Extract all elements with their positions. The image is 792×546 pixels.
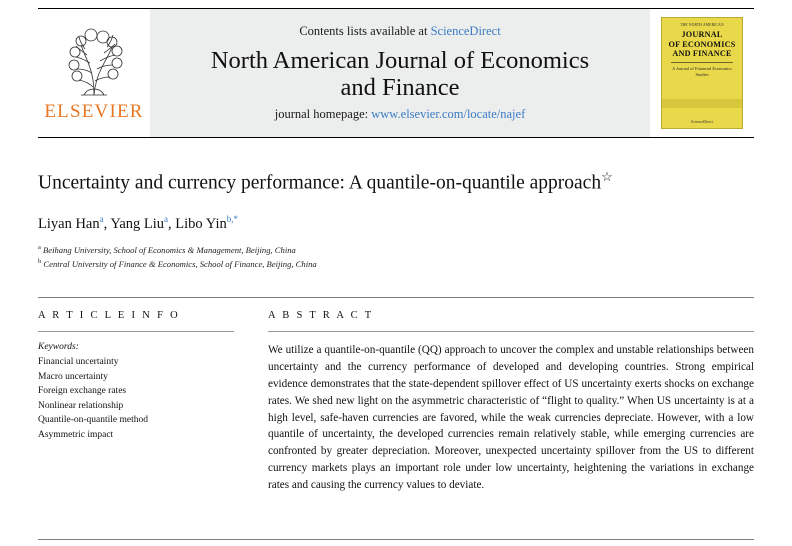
cover-subtitle: A Journal of Financial Economics Studies [672, 66, 732, 77]
author-3-affiliation-marker[interactable]: b,* [226, 214, 238, 225]
affiliation-b-text: Central University of Finance & Economics, School of Finance, Beijing, China [43, 259, 317, 270]
contents-available-line [299, 24, 500, 39]
elsevier-tree-icon [55, 25, 133, 99]
contents-prefix: Contents lists available at [299, 23, 431, 38]
homepage-prefix: journal homepage: [274, 107, 372, 122]
title-footnote-marker: ☆ [601, 169, 613, 184]
author-1-affiliation-marker[interactable]: a [99, 214, 104, 225]
journal-title [211, 47, 589, 102]
page-title [38, 168, 658, 196]
keyword-item: Asymmetric impact [38, 429, 114, 440]
author-3-name: Libo Yin [175, 216, 227, 233]
affiliation-a [38, 243, 754, 257]
article-info-column [38, 310, 234, 493]
journal-cover-image [661, 17, 743, 129]
cover-top-line: THE NORTH AMERICAN [680, 23, 724, 27]
abstract-heading: A B S T R A C T [268, 310, 374, 322]
affiliation-a-marker: a [38, 244, 41, 252]
journal-title-line1: North American Journal of Economics [210, 46, 590, 74]
page-bottom-divider [38, 539, 754, 540]
keyword-item: Nonlinear relationship [38, 400, 124, 411]
cover-title-line2: OF ECONOMICS [668, 39, 736, 49]
author-2-name: Yang Liu [110, 216, 165, 233]
keyword-item: Macro uncertainty [38, 371, 108, 382]
author-3[interactable] [175, 216, 238, 232]
author-2[interactable] [110, 216, 168, 232]
journal-homepage-line [275, 107, 526, 122]
cover-divider [671, 62, 733, 63]
affiliation-b-marker: b [38, 258, 42, 266]
article-title-text: Uncertainty and currency performance: A quantile-on-quantile approach [38, 172, 602, 194]
article-head [38, 138, 754, 271]
journal-homepage-link[interactable]: www.elsevier.com/locate/najef [371, 107, 526, 122]
author-list [38, 214, 754, 233]
paper-page [0, 8, 792, 546]
cover-title-line1: JOURNAL [681, 30, 723, 40]
elsevier-wordmark: ELSEVIER [44, 101, 144, 122]
masthead-center [150, 9, 650, 137]
journal-masthead [38, 8, 754, 138]
article-info-heading: A R T I C L E I N F O [38, 310, 181, 322]
abstract-text: We utilize a quantile-on-quantile (QQ) approach to uncover the complex and unstable relationships between uncertainty and the currency performance of developed and developing countries. Strong empirical evidence demonstrates that the state-dependent spillover effect of US uncertainty exerts shocks on exchange rates. We shed new light on the asymmetric characteristic of “flight to quality.” When US uncertainty is at a high level, safe-haven currencies are favored, while the weak currencies depreciate. However, with a low quantile of uncertainty, the developed currencies remain relatively stable, while emerging currencies are confronted by greater depreciation. Moreover, unexpected uncertainty spillover from the US to different currency markets plays an important role under low uncertainty, heightening the variations in exchange rates and causing the currency values to deviate. [268, 344, 754, 491]
abstract-column [268, 310, 754, 493]
keyword-item: Financial uncertainty [38, 357, 119, 368]
author-2-affiliation-marker[interactable]: a [164, 214, 169, 225]
author-sep-2: , [168, 216, 176, 233]
author-1[interactable] [38, 216, 104, 232]
affiliation-a-text: Beihang University, School of Economics & Management, Beijing, China [43, 244, 296, 255]
abstract-divider [268, 331, 754, 332]
cover-band [662, 99, 742, 108]
cover-title-line3: AND FINANCE [672, 48, 732, 58]
cover-bottom-text: ScienceDirect [690, 119, 714, 124]
affiliation-list [38, 243, 754, 271]
journal-cover-container [650, 9, 754, 137]
article-info-divider [38, 331, 234, 332]
keyword-item: Quantile-on-quantile method [38, 415, 149, 426]
keywords-label: Keywords: [38, 342, 79, 353]
sciencedirect-link[interactable]: ScienceDirect [430, 23, 501, 38]
author-sep-1: , [103, 216, 111, 233]
info-abstract-section [38, 297, 754, 493]
publisher-logo [38, 9, 150, 137]
affiliation-b [38, 257, 754, 271]
keyword-item: Foreign exchange rates [38, 386, 127, 397]
journal-title-line2: and Finance [340, 74, 460, 101]
author-1-name: Liyan Han [38, 216, 100, 233]
